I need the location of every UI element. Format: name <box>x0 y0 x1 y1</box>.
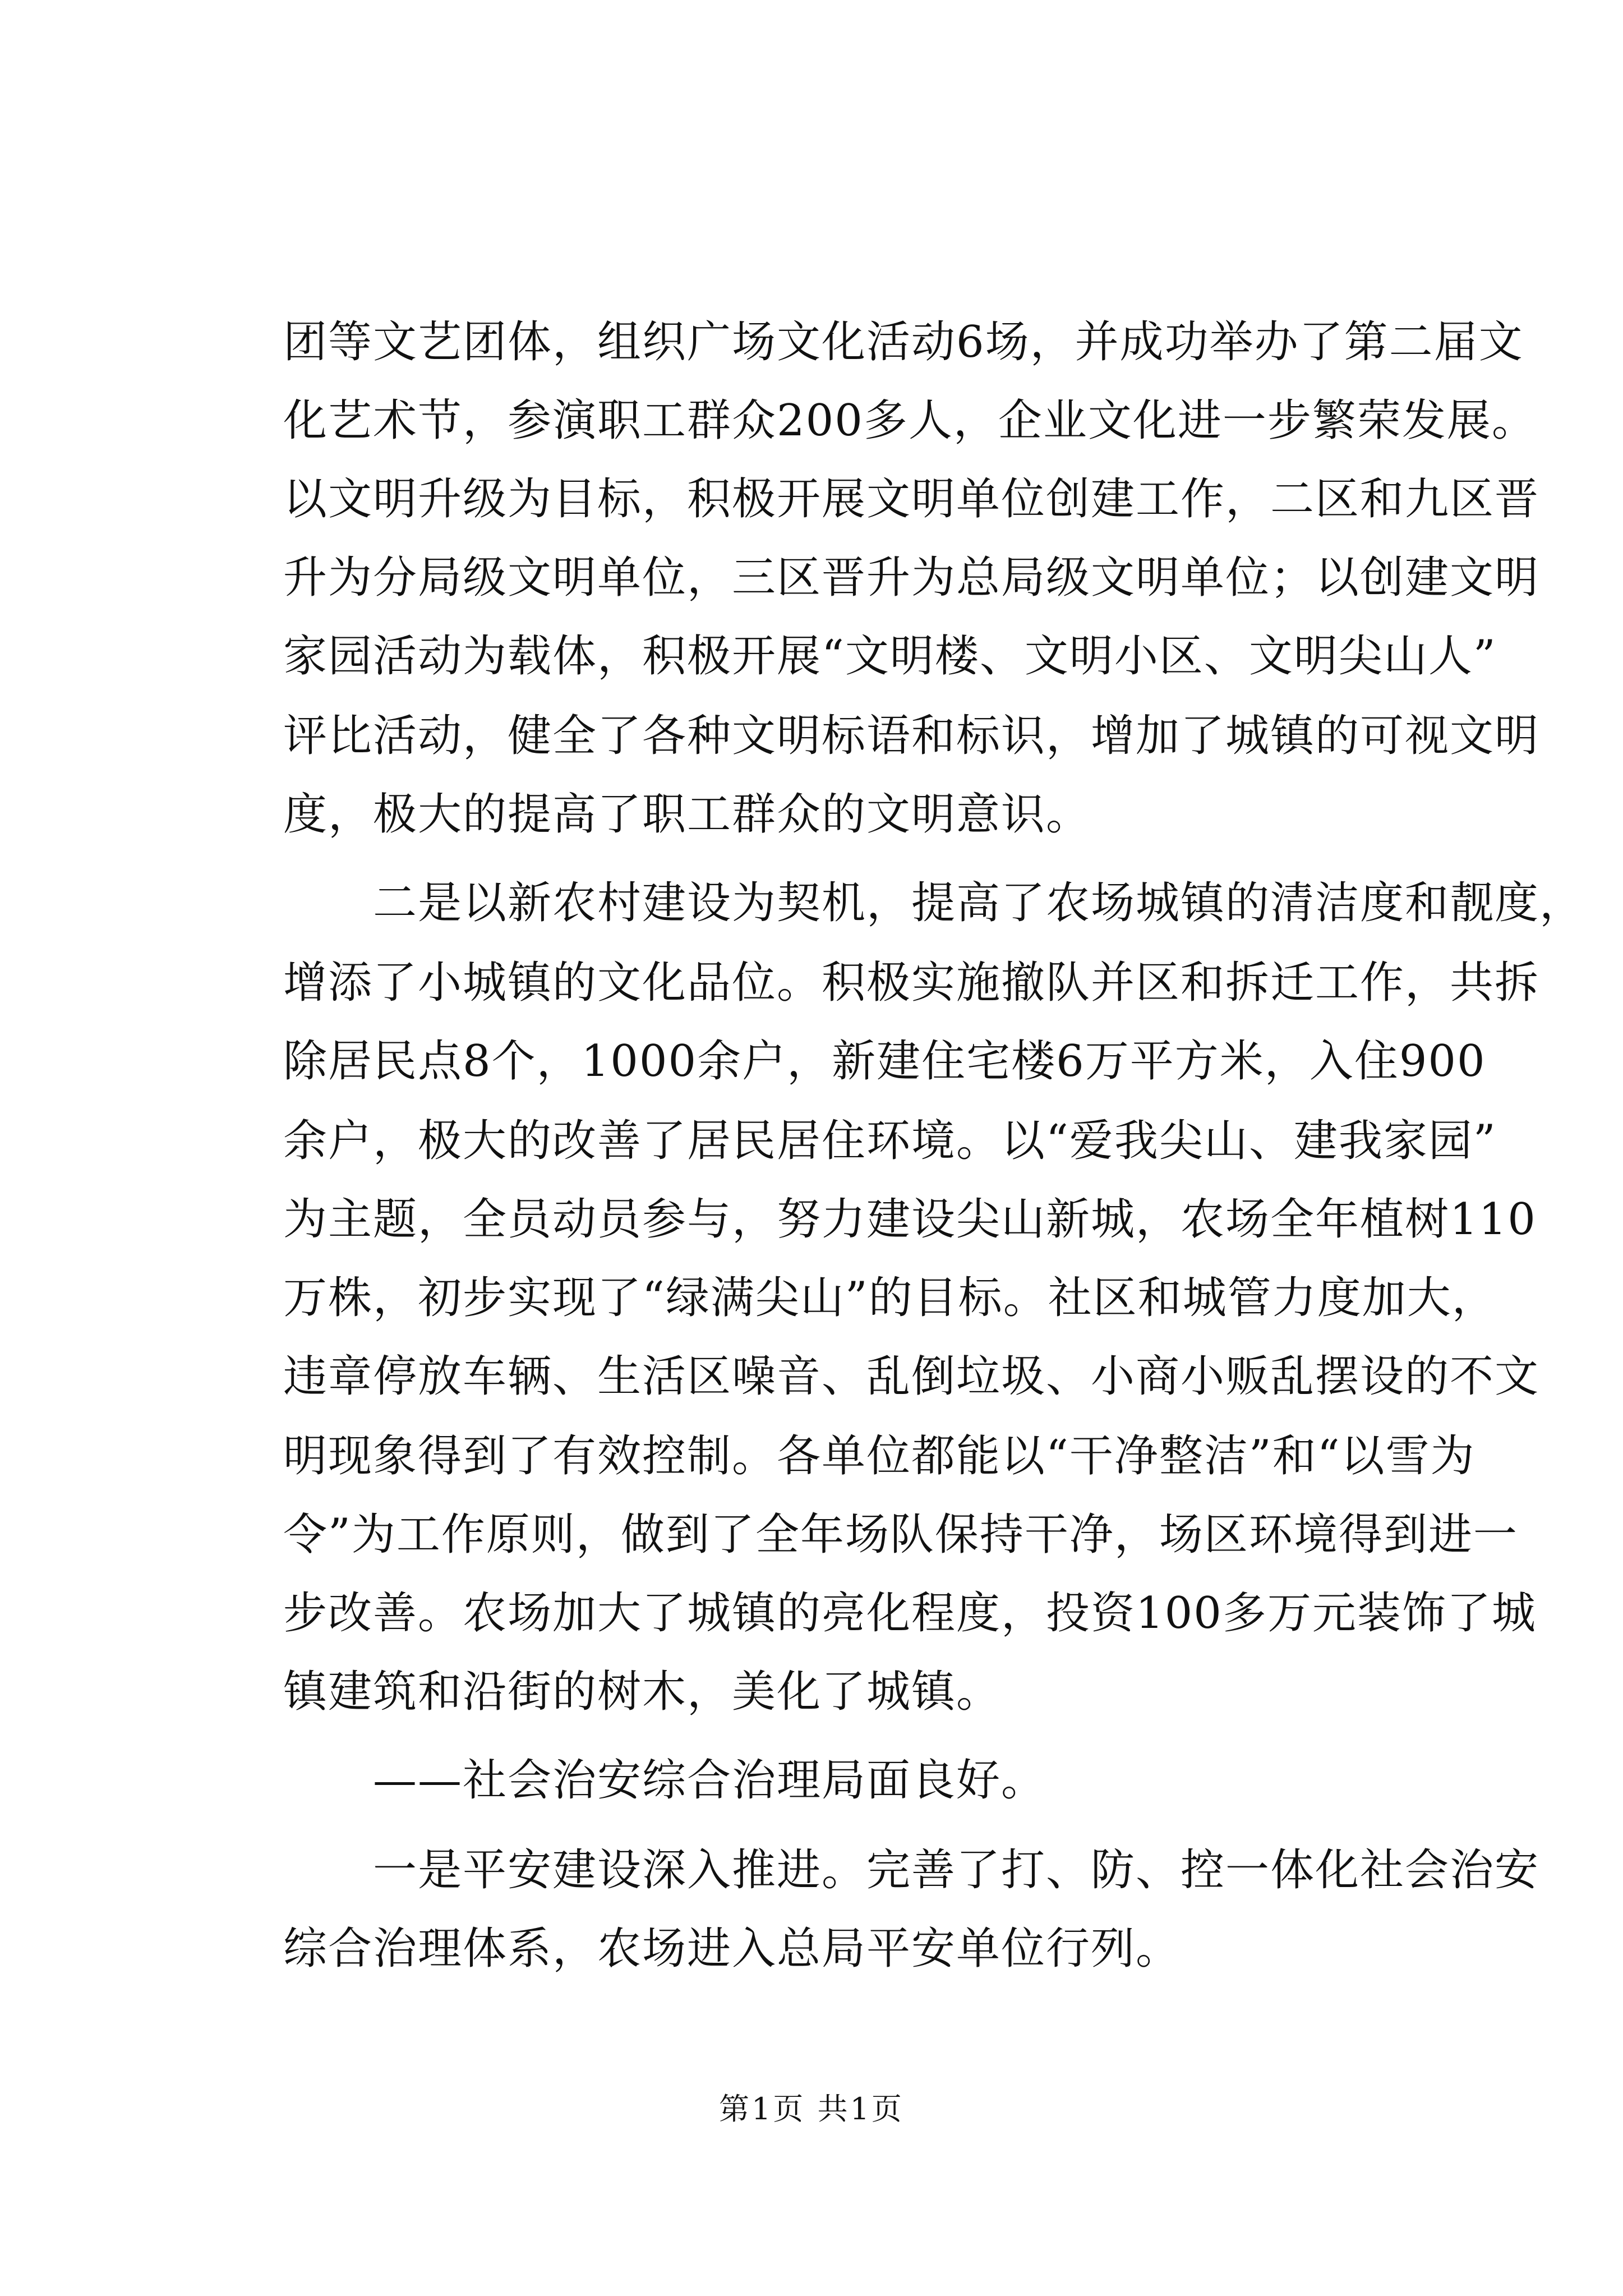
section-heading: ——社会治安综合治理局面良好。 <box>283 1755 1046 1806</box>
text-line: 度，极大的提高了职工群众的文明意识。 <box>283 789 1091 840</box>
text-line: 增添了小城镇的文化品位。积极实施撤队并区和拆迁工作，共拆 <box>283 958 1540 1008</box>
text-line: 明现象得到了有效控制。各单位都能以“干净整洁”和“以雪为 <box>283 1431 1476 1481</box>
text-line: 二是以新农村建设为契机，提高了农场城镇的清洁度和靓度， <box>283 878 1585 928</box>
text-line: 家园活动为载体，积极开展“文明楼、文明小区、文明尖山人” <box>283 631 1497 682</box>
text-line: 以文明升级为目标，积极开展文明单位创建工作，二区和九区晋 <box>283 474 1540 524</box>
text-line: 违章停放车辆、生活区噪音、乱倒垃圾、小商小贩乱摆设的不文 <box>283 1351 1540 1402</box>
text-line: 除居民点8个，1000余户，新建住宅楼6万平方米，入住900 <box>283 1036 1486 1087</box>
text-line: 评比活动，健全了各种文明标语和标识，增加了城镇的可视文明 <box>283 711 1540 761</box>
text-line: 化艺术节，参演职工群众200多人，企业文化进一步繁荣发展。 <box>283 395 1537 446</box>
page-number-footer: 第1页 共1页 <box>719 2091 904 2127</box>
text-line: 令”为工作原则，做到了全年场队保持干净，场区环境得到进一 <box>283 1510 1518 1560</box>
text-line: 镇建筑和沿街的树木，美化了城镇。 <box>283 1667 1002 1717</box>
text-line: 万株，初步实现了“绿满尖山”的目标。社区和城管力度加大， <box>283 1273 1497 1323</box>
text-line: 为主题，全员动员参与，努力建设尖山新城，农场全年植树110 <box>283 1194 1537 1245</box>
text-line: 余户，极大的改善了居民居住环境。以“爱我尖山、建我家园” <box>283 1116 1497 1166</box>
text-line: 团等文艺团体，组织广场文化活动6场，并成功举办了第二届文 <box>283 317 1524 367</box>
text-line: 升为分局级文明单位，三区晋升为总局级文明单位；以创建文明 <box>283 553 1540 603</box>
text-line: 一是平安建设深入推进。完善了打、防、控一体化社会治安 <box>283 1845 1540 1895</box>
text-line: 步改善。农场加大了城镇的亮化程度，投资100多万元装饰了城 <box>283 1588 1537 1639</box>
text-line: 综合治理体系，农场进入总局平安单位行列。 <box>283 1924 1181 1974</box>
